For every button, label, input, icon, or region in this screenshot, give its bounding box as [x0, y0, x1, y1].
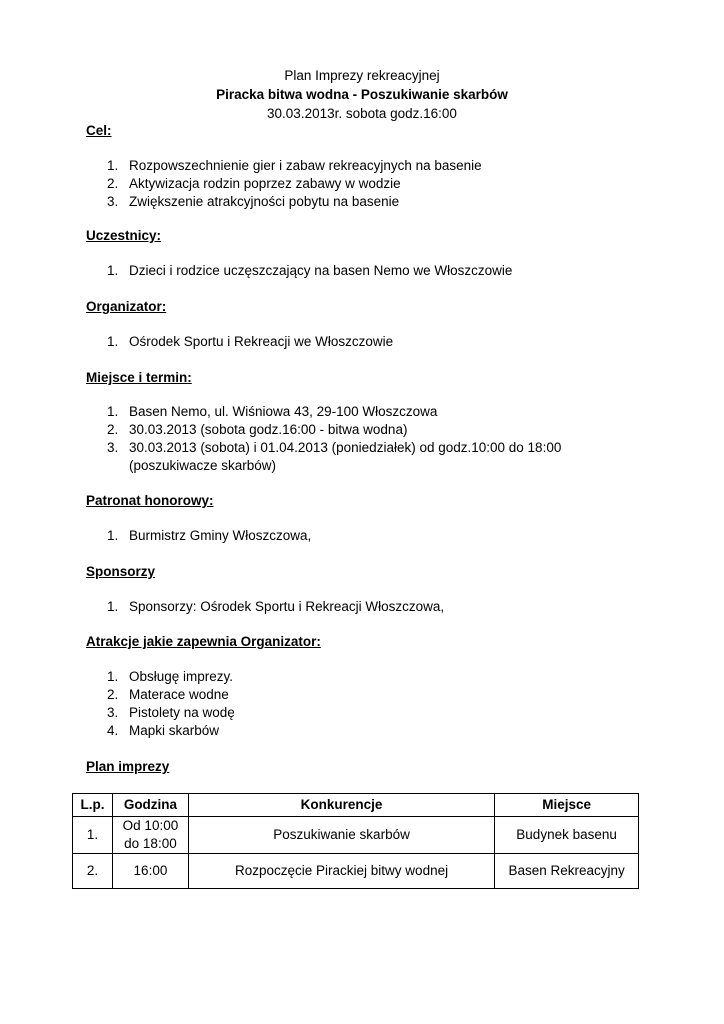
list-item-text: Rozpowszechnienie gier i zabaw rekreacyjnych na basenie — [129, 158, 482, 173]
list-item — [86, 175, 482, 193]
section-title-patronat: Patronat honorowy: — [86, 493, 214, 508]
list-item-text: 30.03.2013 (sobota) i 01.04.2013 (poniedziałek) od godz.10:00 do 18:00 — [129, 440, 562, 455]
list-uczestnicy — [86, 262, 512, 280]
cell-godzina-line-2: do 18:00 — [124, 836, 177, 851]
column-header-godzina: Godzina — [112, 794, 188, 817]
section-title-cel: Cel: — [86, 123, 112, 138]
list-item-text: Burmistrz Gminy Włoszczowa, — [129, 528, 312, 543]
list-item — [86, 333, 393, 351]
list-item-text-continued: (poszukiwacze skarbów) — [129, 458, 277, 473]
cell-lp: 2. — [73, 854, 113, 889]
list-item-text: Sponsorzy: Ośrodek Sportu i Rekreacji Włoszczowa, — [129, 599, 445, 614]
list-item-number: 3. — [107, 194, 119, 209]
list-item-number: 3. — [107, 440, 119, 455]
cell-konkurencja: Poszukiwanie skarbów — [188, 817, 494, 854]
table-header-row — [73, 794, 639, 817]
list-item-text: Zwiększenie atrakcyjności pobytu na basenie — [129, 194, 400, 209]
list-item — [86, 157, 482, 175]
list-item — [86, 527, 311, 545]
list-item — [86, 598, 444, 616]
table-row — [73, 854, 639, 889]
cell-godzina-line-1: Od 10:00 — [122, 818, 179, 833]
list-item-number: 1. — [107, 404, 119, 419]
list-item-number: 1. — [107, 528, 119, 543]
list-item-text: Dzieci i rodzice uczęszczający na basen Nemo we Włoszczowie — [129, 263, 513, 278]
list-cel — [86, 157, 482, 211]
header-event-title: Piracka bitwa wodna - Poszukiwanie skarbów — [216, 87, 508, 102]
list-item-number: 1. — [107, 334, 119, 349]
list-item-text: Pistolety na wodę — [129, 705, 235, 720]
list-item-text: Basen Nemo, ul. Wiśniowa 43, 29-100 Włoszczowa — [129, 404, 438, 419]
section-title-atrakcje: Atrakcje jakie zapewnia Organizator: — [86, 634, 321, 649]
list-item-number: 2. — [107, 687, 119, 702]
header-date: 30.03.2013r. sobota godz.16:00 — [267, 106, 457, 121]
list-item — [86, 439, 561, 475]
list-patronat — [86, 527, 311, 545]
list-item-number: 1. — [107, 669, 119, 684]
list-item-text: Aktywizacja rodzin poprzez zabawy w wodzie — [129, 176, 401, 191]
list-item-number: 4. — [107, 723, 119, 738]
list-item — [86, 722, 235, 740]
list-item-text: Mapki skarbów — [129, 723, 220, 738]
cell-godzina: 16:00 — [112, 854, 188, 889]
section-title-plan: Plan imprezy — [86, 759, 170, 774]
list-item — [86, 262, 512, 280]
list-miejsce — [86, 403, 561, 475]
column-header-miejsce: Miejsce — [495, 794, 639, 817]
section-title-uczestnicy: Uczestnicy: — [86, 228, 162, 243]
cell-konkurencja: Rozpoczęcie Pirackiej bitwy wodnej — [188, 854, 494, 889]
document-header — [0, 66, 724, 123]
cell-lp: 1. — [73, 817, 113, 854]
list-atrakcje — [86, 668, 235, 740]
column-header-konkurencje: Konkurencje — [188, 794, 494, 817]
list-item-number: 2. — [107, 176, 119, 191]
plan-table — [72, 793, 639, 889]
list-item-text: Ośrodek Sportu i Rekreacji we Włoszczowie — [129, 334, 394, 349]
list-item — [86, 704, 235, 722]
list-item — [86, 403, 561, 421]
list-sponsorzy — [86, 598, 444, 616]
list-item-number: 2. — [107, 422, 119, 437]
cell-miejsce: Budynek basenu — [495, 817, 639, 854]
list-item-number: 1. — [107, 158, 119, 173]
list-item — [86, 193, 482, 211]
list-item-text: 30.03.2013 (sobota godz.16:00 - bitwa wodna) — [129, 422, 408, 437]
header-line-1: Plan Imprezy rekreacyjnej — [284, 68, 440, 83]
section-title-sponsorzy: Sponsorzy — [86, 564, 156, 579]
cell-godzina — [112, 817, 188, 854]
list-item — [86, 668, 235, 686]
list-organizator — [86, 333, 393, 351]
column-header-lp: L.p. — [73, 794, 113, 817]
section-title-miejsce: Miejsce i termin: — [86, 370, 192, 385]
list-item — [86, 421, 561, 439]
list-item-number: 1. — [107, 263, 119, 278]
section-title-organizator: Organizator: — [86, 299, 167, 314]
list-item-text: Materace wodne — [129, 687, 229, 702]
list-item-number: 3. — [107, 705, 119, 720]
list-item — [86, 686, 235, 704]
table-row — [73, 817, 639, 854]
cell-miejsce: Basen Rekreacyjny — [495, 854, 639, 889]
list-item-text: Obsługę imprezy. — [129, 669, 234, 684]
list-item-number: 1. — [107, 599, 119, 614]
